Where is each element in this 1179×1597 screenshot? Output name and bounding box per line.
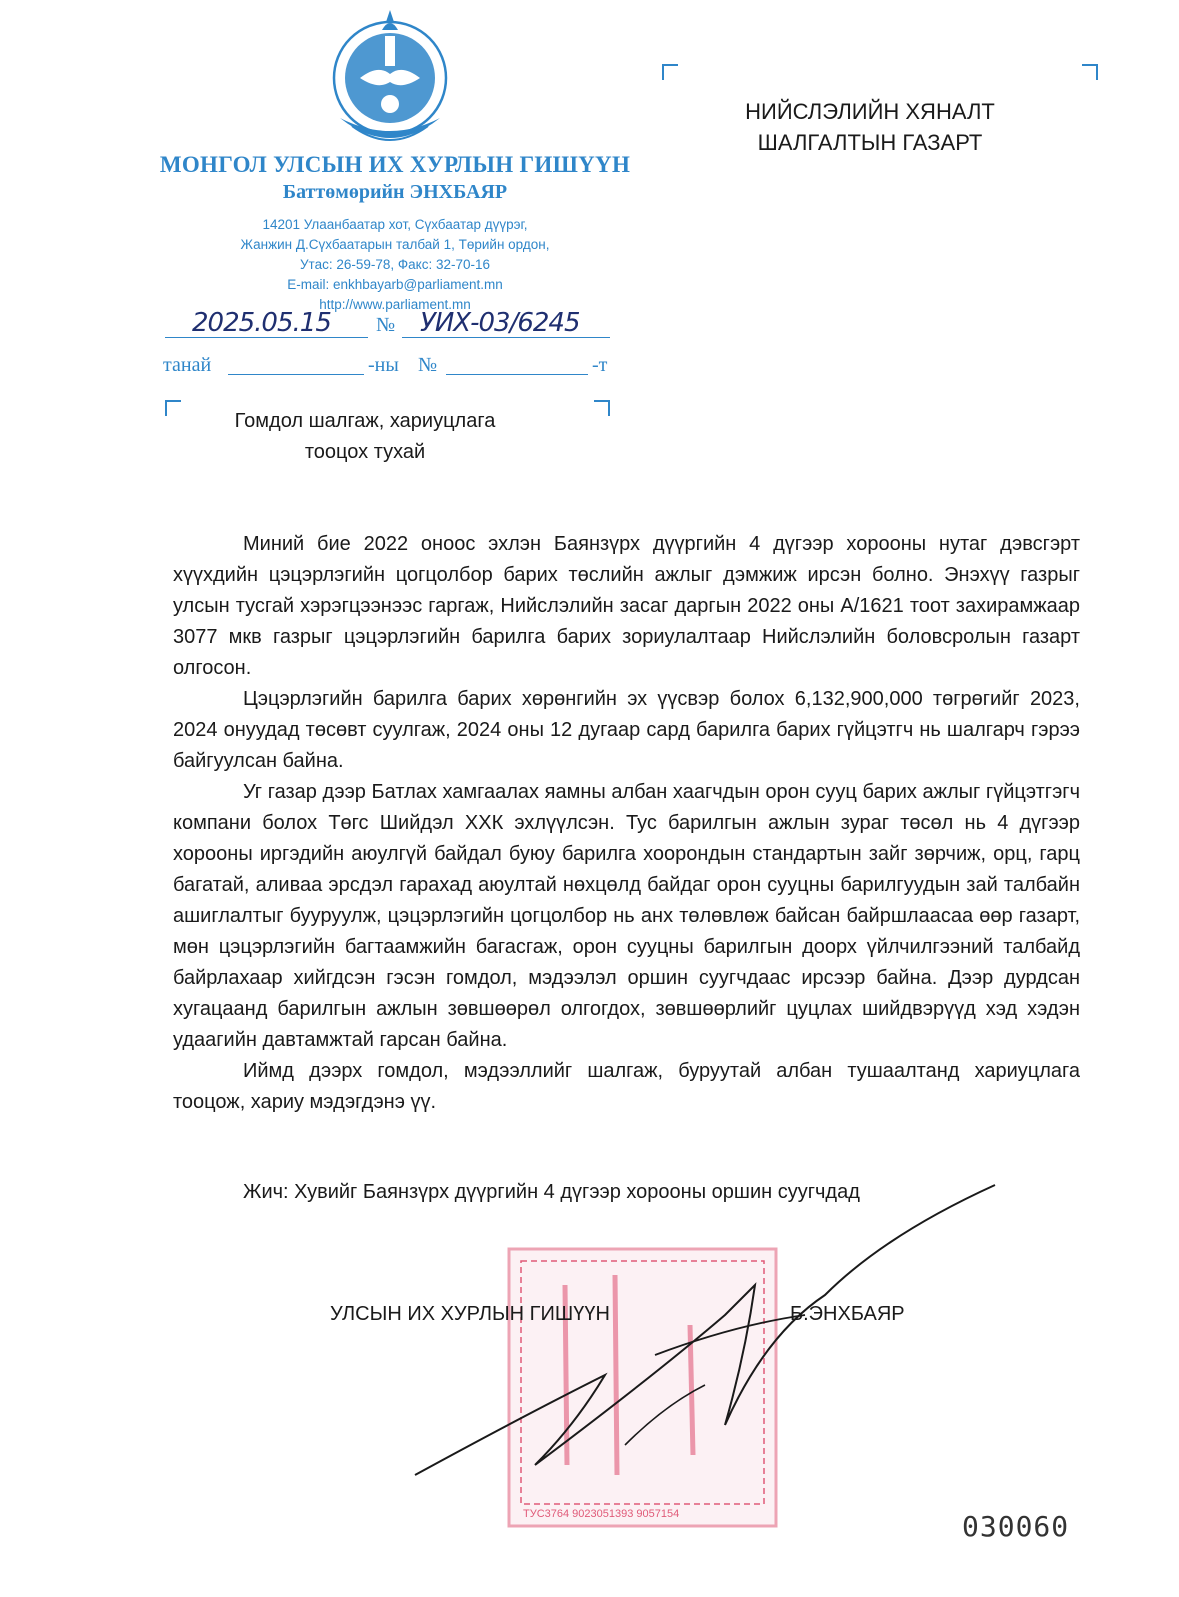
letterhead-title: МОНГОЛ УЛСЫН ИХ ХУРЛЫН ГИШҮҮН <box>159 152 631 177</box>
handwritten-signature <box>405 1175 1005 1490</box>
stamp-text: ТУС3764 9023051393 9057154 <box>523 1508 680 1520</box>
t-suffix: -т <box>592 354 608 376</box>
email: E-mail: enkhbayarb@parliament.mn <box>287 277 503 292</box>
copy-note: Жич: Хувийг Баянзүрх дүүргийн 4 дүгээр хорооны оршин суугчдад <box>243 1181 860 1203</box>
address-line-1: 14201 Улаанбаатар хот, Сүхбаатар дүүрэг, <box>262 217 528 232</box>
recipient-line-1: НИЙСЛЭЛИЙН ХЯНАЛТ <box>745 99 995 124</box>
number-line <box>402 337 610 338</box>
signatory-name: Б.ЭНХБАЯР <box>790 1303 905 1325</box>
signatory-title: УЛСЫН ИХ ХУРЛЫН ГИШҮҮН <box>330 1303 610 1325</box>
soyombo-emblem-icon <box>330 8 450 158</box>
letter-number: УИХ-03/6245 <box>420 308 580 338</box>
phone-fax: Утас: 26-59-78, Факс: 32-70-16 <box>299 257 491 272</box>
number-label: № <box>376 314 396 336</box>
your-number-label: № <box>418 354 438 376</box>
letter-body <box>173 529 1080 1118</box>
your-number-line <box>446 374 588 375</box>
subject-corner-right <box>594 400 610 416</box>
serial-number: 030060 <box>962 1510 1070 1543</box>
website: http://www.parliament.mn <box>319 297 471 312</box>
recipient-line-2: ШАЛГАЛТЫН ГАЗАРТ <box>757 130 983 155</box>
body-paragraph-3: Уг газар дээр Батлах хамгаалах яамны албан хаагчдын орон сууц барих ажлыг гүйцэтгэгч компани болох Төгс Шийдэл ХХК эхлүүлсэн. Тус барилгын ажлын зураг төсөл нь 4 дүгээр хорооны иргэдийн аюулгүй байдал буюу барилга хоорондын стандартын зайг зөрчиж, орц, гарц багатай, аливаа эрсдэл гарахад аюултай нөхцөлд байдаг орон сууцны барилгуудын зай талбайн ашиглалтыг бууруулж, цэцэрлэгийн цогцолбор нь анх төлөвлөж байсан байршлаасаа өөр газарт, мөн цэцэрлэгийн багтаамжийн багасгаж, орон сууцны барилгын доорх үйлчилгээний талбайд байрлахаар хийгдсэн гэсэн гомдол, мэдээлэл оршин суугчдаас ирсээр байна. Дээр дурдсан хугацаанд барилгын ажлын зөвшөөрөл олгогдох, зөвшөөрлийг цуцлах шийдвэрүүд хэд хэдэн удаагийн давтамжтай гарсан байна. <box>173 781 1080 1051</box>
of-suffix: -ны <box>368 354 399 376</box>
subject-line-2: тооцох тухай <box>304 441 426 463</box>
recipient-corner-left <box>662 64 678 80</box>
letterhead-name: Баттөмөрийн ЭНХБАЯР <box>282 181 508 203</box>
body-paragraph-1: Миний бие 2022 оноос эхлэн Баянзүрх дүүргийн 4 дүгээр хорооны нутаг дэвсгэрт хүүхдийн цэцэрлэгийн цогцолбор барих төслийн ажлыг дэмжиж ирсэн болно. Энэхүү газрыг улсын тусгай хэрэгцээнээс гаргаж, Нийслэлийн засаг даргын 2022 оны А/1621 тоот захирамжаар 3077 мкв газрыг цэцэрлэгийн барилга барих зориулалтаар Нийслэлийн боловсролын газарт олгосон. <box>173 533 1080 679</box>
address-line-2: Жанжин Д.Сүхбаатарын талбай 1, Төрийн ордон, <box>240 237 550 252</box>
letter-date: 2025.05.15 <box>192 308 331 338</box>
your-ref-label: танай <box>163 354 212 376</box>
body-paragraph-2: Цэцэрлэгийн барилга барих хөрөнгийн эх үүсвэр болох 6,132,900,000 төгрөгийг 2023, 2024 онуудад төсөвт суулгаж, 2024 оны 12 дугаар сард барилга барих гүйцэтгч нь шалгарч гэрээ байгуулсан байна. <box>173 688 1080 772</box>
your-date-line <box>228 374 364 375</box>
subject-line-1: Гомдол шалгаж, хариуцлага <box>234 410 496 432</box>
recipient-corner-right <box>1082 64 1098 80</box>
date-line <box>165 337 368 338</box>
body-paragraph-4: Иймд дээрх гомдол, мэдээллийг шалгаж, буруутай албан тушаалтанд хариуцлага тооцож, хариу мэдэгдэнэ үү. <box>173 1060 1080 1113</box>
